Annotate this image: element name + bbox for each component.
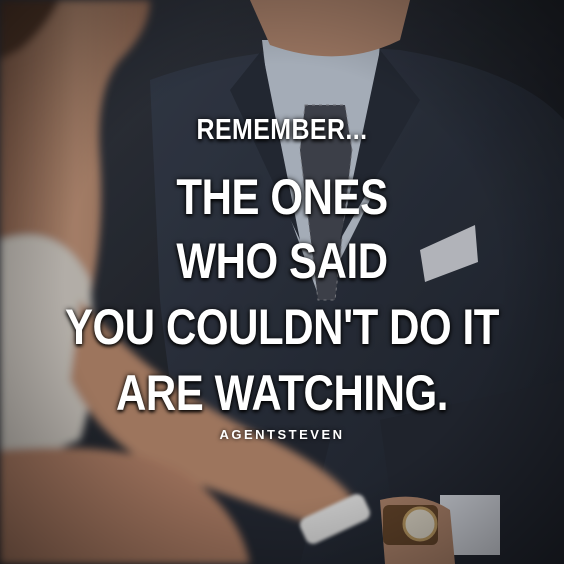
author-credit: AGENTSTEVEN (219, 427, 345, 442)
quote-line-4: ARE WATCHING. (115, 365, 449, 421)
quote-line-1: THE ONES (176, 169, 388, 225)
quote-intro: REMEMBER... (196, 114, 368, 146)
quote-line-2: WHO SAID (176, 233, 388, 289)
quote-line-3: YOU COULDN'T DO IT (64, 299, 500, 355)
